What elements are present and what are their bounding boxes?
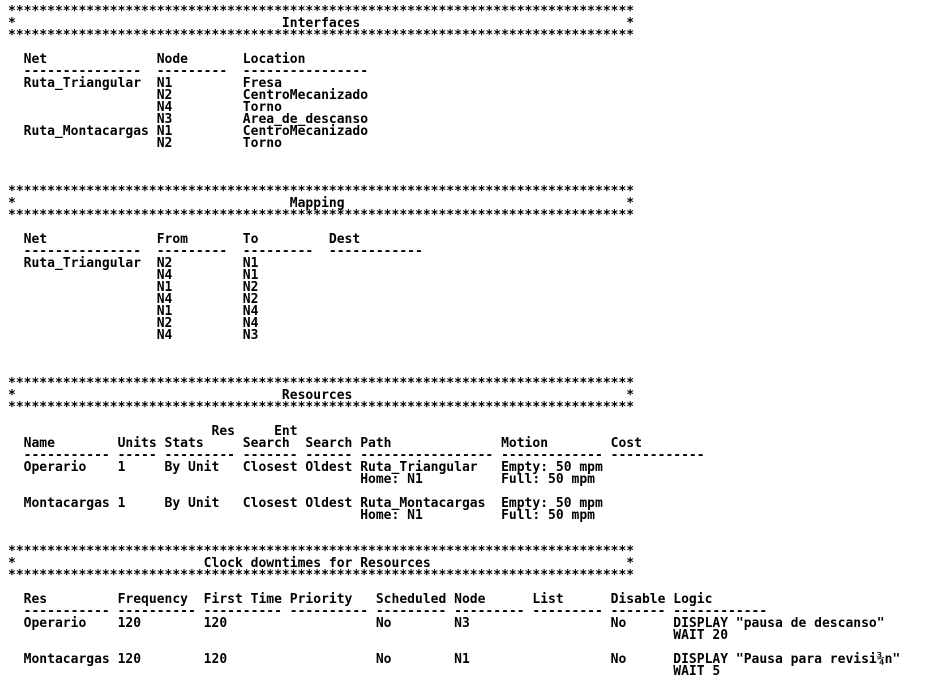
- report-line: N4 N2: [8, 292, 259, 307]
- report-line: [8, 522, 900, 534]
- report-output: [8, 6, 900, 678]
- report-line: N3 Area_de_descanso: [8, 112, 369, 127]
- report-line: Res Ent: [8, 424, 298, 439]
- report-line: WAIT 5: [8, 664, 721, 679]
- report-line: N2 CentroMecanizado: [8, 88, 369, 103]
- report-line: * Interfaces *: [8, 16, 635, 31]
- report-line: Ruta_Montacargas N1 CentroMecanizado: [8, 124, 369, 139]
- report-line: ********************************************************************************: [8, 376, 635, 391]
- section-mapping: [8, 150, 900, 342]
- report-line: [8, 162, 900, 174]
- report-line: * Resources *: [8, 388, 635, 403]
- report-line: ********************************************************************************: [8, 208, 635, 223]
- report-line: Res Frequency First Time Priority Scheduled Node List Disable Logic: [8, 592, 713, 607]
- report-line: --------------- --------- --------- ------------: [8, 244, 423, 259]
- report-line: [8, 150, 900, 162]
- report-line: ----------- ----- --------- ------- ------ ----------------- ------------- ------------: [8, 448, 705, 463]
- report-line: ********************************************************************************: [8, 544, 635, 559]
- report-line: ********************************************************************************: [8, 4, 635, 19]
- report-line: [8, 354, 900, 366]
- report-line: N2 N4: [8, 316, 259, 331]
- report-line: Ruta_Triangular N1 Fresa: [8, 76, 282, 91]
- report-line: WAIT 20: [8, 628, 729, 643]
- report-line: Operario 120 120 No N3 No DISPLAY "pausa de descanso": [8, 616, 885, 631]
- section-clock-downtimes: [8, 522, 900, 678]
- report-line: --------------- --------- ----------------: [8, 64, 369, 79]
- report-line: ********************************************************************************: [8, 28, 635, 43]
- report-line: N1 N2: [8, 280, 259, 295]
- report-line: ********************************************************************************: [8, 184, 635, 199]
- report-line: Name Units Stats Search Search Path Motion Cost: [8, 436, 642, 451]
- report-line: Home: N1 Full: 50 mpm: [8, 508, 595, 523]
- report-line: * Mapping *: [8, 196, 635, 211]
- report-line: N4 N3: [8, 328, 259, 343]
- report-line: Operario 1 By Unit Closest Oldest Ruta_Triangular Empty: 50 mpm: [8, 460, 603, 475]
- report-line: N1 N4: [8, 304, 259, 319]
- report-line: Net Node Location: [8, 52, 306, 67]
- report-line: Net From To Dest: [8, 232, 361, 247]
- report-line: [8, 342, 900, 354]
- report-line: Montacargas 1 By Unit Closest Oldest Ruta_Montacargas Empty: 50 mpm: [8, 496, 603, 511]
- report-line: ********************************************************************************: [8, 400, 635, 415]
- report-line: N4 N1: [8, 268, 259, 283]
- report-line: Ruta_Triangular N2 N1: [8, 256, 259, 271]
- section-interfaces: [8, 6, 900, 150]
- section-resources: [8, 342, 900, 522]
- report-line: ********************************************************************************: [8, 568, 635, 583]
- report-line: * Clock downtimes for Resources *: [8, 556, 635, 571]
- report-line: Home: N1 Full: 50 mpm: [8, 472, 595, 487]
- report-line: N4 Torno: [8, 100, 282, 115]
- report-line: Montacargas 120 120 No N1 No DISPLAY "Pausa para revisi¾n": [8, 652, 901, 667]
- report-line: N2 Torno: [8, 136, 282, 151]
- report-line: ----------- ---------- ---------- ---------- --------- --------- --------- ------- ------------: [8, 604, 768, 619]
